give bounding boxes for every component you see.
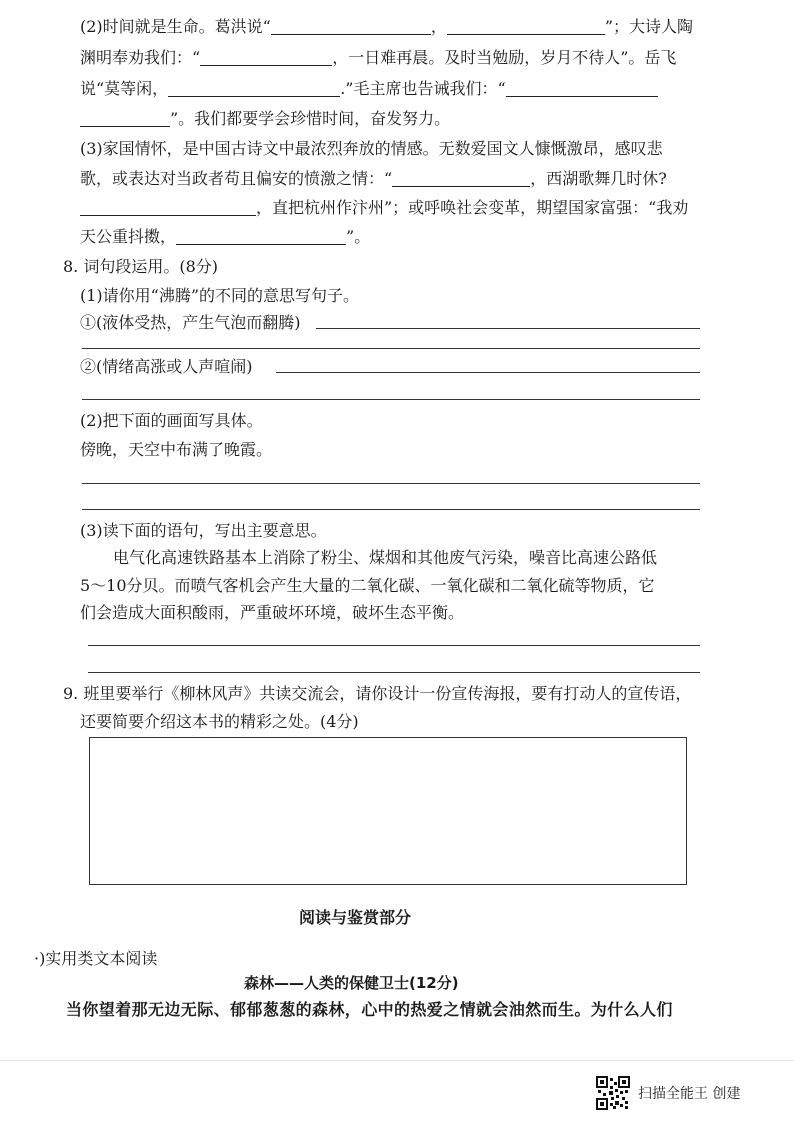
answer-blank[interactable] (200, 51, 332, 66)
article-title: 森林——人类的保健卫士(12分) (244, 974, 459, 992)
q7-p2-line3 (80, 78, 658, 100)
q8-sub3: (3)读下面的语句，写出主要意思。 (80, 521, 327, 540)
scanner-watermark-label: 扫描全能王 创建 (638, 1086, 741, 1102)
answer-line[interactable] (82, 399, 700, 400)
article-first-line: 当你望着那无边无际、郁郁葱葱的森林，心中的热爱之情就会油然而生。为什么人们 (66, 1000, 673, 1019)
q8-item2: ②(情绪高涨或人声喧闹) (80, 357, 253, 376)
q9-line2: 还要简要介绍这本书的精彩之处。(4分) (80, 712, 359, 731)
q7-p3-line3 (80, 197, 688, 219)
q7-p2-line4 (80, 108, 450, 130)
qr-code-icon (596, 1076, 630, 1110)
answer-line[interactable] (82, 348, 700, 349)
q7-p3-text-a: 歌，或表达对当政者苟且偏安的愤激之情：“ (80, 169, 393, 188)
q8-scene: 傍晚，天空中布满了晚霞。 (80, 440, 273, 459)
q7-p3-text-c: ，直把杭州作汴州”；或呼唤社会变革，期望国家富强：“我劝 (256, 198, 689, 217)
q7-p3-text-e: ”。 (346, 227, 371, 246)
q7-p2-text-g: .”毛主席也告诫我们：“ (340, 79, 506, 98)
q7-p2-line1 (80, 16, 693, 38)
q8-para-line3: 们会造成大面积酸雨，严重破坏环境，破坏生态平衡。 (80, 603, 465, 622)
answer-line[interactable] (82, 509, 700, 510)
q7-p2-text-h: ”。我们都要学会珍惜时间，奋发努力。 (170, 109, 451, 128)
answer-blank[interactable] (392, 172, 530, 187)
subsection-title: ·)实用类文本阅读 (34, 949, 158, 968)
q7-p2-text-e: ，一日难再晨。及时当勉励，岁月不待人”。岳飞 (332, 48, 677, 67)
q7-p3-text-b: ，西湖歌舞几时休? (530, 169, 667, 188)
q7-p3-text-d: 天公重抖擞， (80, 227, 177, 246)
q8-para-line1: 电气化高速铁路基本上消除了粉尘、煤烟和其他废气污染，噪音比高速公路低 (113, 548, 658, 567)
answer-blank[interactable] (447, 20, 605, 35)
answer-blank[interactable] (80, 201, 256, 216)
q8-para-line2: 5～10分贝。而喷气客机会产生大量的二氧化碳、一氧化碳和二氧化硫等物质，它 (80, 576, 655, 595)
answer-blank[interactable] (168, 82, 340, 97)
answer-line[interactable] (276, 372, 700, 373)
q8-item1: ①(液体受热，产生气泡而翻腾) (80, 313, 301, 332)
q7-p3-line4 (80, 226, 370, 248)
q7-p2-text-d: 渊明奉劝我们：“ (80, 48, 201, 67)
answer-line[interactable] (88, 672, 700, 673)
q8-sub2: (2)把下面的画面写具体。 (80, 411, 263, 430)
q7-p2-line2 (80, 47, 676, 69)
answer-blank[interactable] (80, 112, 170, 127)
q7-p2-text-b: ， (430, 17, 447, 36)
q7-p3-line1: (3)家国情怀，是中国古诗文中最浓烈奔放的情感。无数爱国文人慷慨激昂，感叹悲 (80, 139, 663, 158)
q7-p2-text-a: (2)时间就是生命。葛洪说“ (80, 17, 271, 36)
q7-p2-text-c: ”；大诗人陶 (604, 17, 694, 36)
answer-blank[interactable] (176, 230, 346, 245)
answer-blank[interactable] (271, 20, 431, 35)
answer-line[interactable] (82, 483, 700, 484)
answer-line[interactable] (88, 645, 700, 646)
q8-title: 8. 词句段运用。(8分) (63, 257, 219, 276)
q8-sub1: (1)请你用“沸腾”的不同的意思写句子。 (80, 286, 360, 305)
scanner-watermark (596, 1076, 740, 1110)
q7-p2-text-f: 说“莫等闲， (80, 79, 169, 98)
q7-p3-line2 (80, 168, 667, 190)
page-edge (0, 1060, 794, 1061)
answer-line[interactable] (316, 328, 700, 329)
answer-blank[interactable] (506, 82, 658, 97)
section-title: 阅读与鉴赏部分 (299, 908, 412, 927)
poster-answer-box[interactable] (89, 737, 687, 885)
q9-line1: 9. 班里要举行《柳林风声》共读交流会，请你设计一份宣传海报，要有打动人的宣传语， (63, 684, 692, 703)
